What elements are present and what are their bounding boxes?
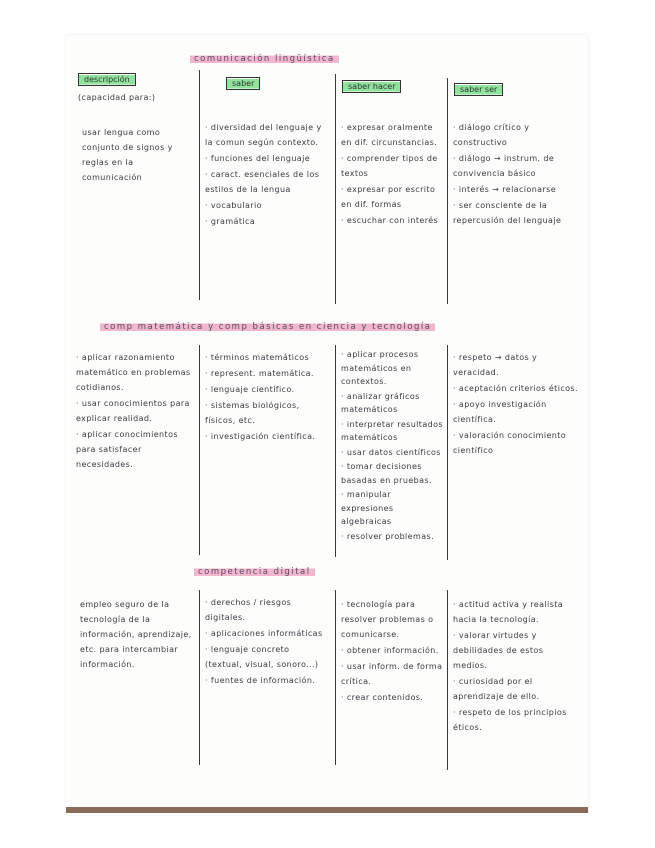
section-title-matematica: comp matemática y comp básicas en ciencia y tecnología	[100, 322, 435, 332]
list-item: · valorar virtudes y debilidades de estos medios.	[453, 631, 544, 670]
header-saber-ser: saber ser	[454, 83, 503, 96]
list-item: · resolver problemas.	[341, 531, 435, 541]
s1-saber-list	[205, 120, 329, 230]
list-item: · usar conocimientos para explicar realidad.	[76, 399, 190, 423]
list-item: · actitud activa y realista hacia la tecnología.	[453, 600, 564, 624]
column-divider	[335, 590, 336, 765]
s2-descripcion-list	[76, 350, 196, 473]
column-divider	[447, 590, 448, 770]
list-item: · ser consciente de la repercusión del lenguaje	[453, 201, 562, 225]
column-divider	[335, 345, 336, 557]
column-divider	[199, 345, 200, 555]
s1-saber-ser-list	[453, 120, 579, 229]
list-item: · manipular expresiones algebraicas	[341, 490, 394, 526]
s2-saber-ser-list	[453, 350, 579, 459]
header-saber: saber	[226, 77, 260, 90]
list-item: · tecnología para resolver problemas o comunicarse.	[341, 600, 434, 639]
list-item: · diversidad del lenguaje y la comun según contexto.	[205, 123, 322, 147]
list-item: · apoyo investigación científica.	[453, 400, 547, 424]
s2-saber-hacer-list	[341, 348, 445, 544]
list-item: · aceptación criterios éticos.	[453, 384, 578, 393]
header-saber-hacer: saber hacer	[342, 80, 401, 93]
column-divider	[199, 70, 200, 300]
list-item: · investigación científica.	[205, 432, 316, 441]
list-item: · usar datos científicos	[341, 447, 441, 457]
list-item: · tomar decisiones basadas en pruebas.	[341, 462, 432, 485]
column-divider	[447, 345, 448, 560]
list-item: · derechos / riesgos digitales.	[205, 598, 292, 622]
column-divider	[199, 590, 200, 765]
list-item: · expresar oralmente en dif. circunstancias.	[341, 123, 438, 147]
list-item: · aplicar razonamiento matemático en problemas cotidianos.	[76, 353, 191, 392]
list-item: · funciones del lenguaje	[205, 154, 311, 163]
list-item: · términos matemáticos	[205, 353, 310, 362]
list-item: · lenguaje concreto (textual, visual, sonoro...)	[205, 645, 319, 669]
list-item: · gramática	[205, 217, 256, 226]
s3-saber-list	[205, 595, 329, 689]
s3-saber-hacer-list	[341, 597, 443, 706]
list-item: · expresar por escrito en dif. formas	[341, 185, 436, 209]
s3-saber-ser-list	[453, 597, 579, 736]
list-item: · lenguaje científico.	[205, 385, 295, 394]
list-item: · escuchar con interés	[341, 216, 439, 225]
list-item: · aplicar conocimientos para satisfacer necesidades.	[76, 430, 178, 469]
list-item: · usar inform. de forma crítica.	[341, 662, 443, 686]
list-item: · diálogo → instrum. de convivencia básico	[453, 154, 555, 178]
list-item: · respeto → datos y veracidad.	[453, 353, 538, 377]
s2-saber-list	[205, 350, 329, 445]
list-item: · comprender tipos de textos	[341, 154, 438, 178]
list-item: · aplicaciones informáticas	[205, 629, 323, 638]
list-item: · caract. esenciales de los estilos de la lengua	[205, 170, 320, 194]
list-item: · crear contenidos.	[341, 693, 424, 702]
s3-descripcion: empleo seguro de la tecnología de la información, aprendizaje, etc. para intercambiar información.	[80, 600, 192, 669]
list-item: · curiosidad por el aprendizaje de ello.	[453, 677, 540, 701]
list-item: · vocabulario	[205, 201, 262, 210]
list-item: · aplicar procesos matemáticos en contextos.	[341, 350, 419, 386]
section-title-comunicacion: comunicación lingüística	[190, 54, 339, 64]
header-descripcion: descripción	[78, 73, 136, 86]
column-divider	[335, 74, 336, 304]
column-divider	[447, 78, 448, 304]
header-descripcion-sub: (capacidad para:)	[78, 93, 156, 102]
page-bottom-edge	[66, 807, 588, 813]
list-item: · represent. matemática.	[205, 369, 314, 378]
list-item: · fuentes de información.	[205, 676, 316, 685]
list-item: · diálogo crítico y constructivo	[453, 123, 530, 147]
s1-saber-hacer-list	[341, 120, 443, 229]
list-item: · respeto de los principios éticos.	[453, 708, 567, 732]
list-item: · interpretar resultados matemáticos	[341, 419, 443, 442]
list-item: · analizar gráficos matemáticos	[341, 391, 420, 414]
s1-descripcion: usar lengua como conjunto de signos y reglas en la comunicación	[82, 128, 173, 182]
list-item: · sistemas biológicos, físicos, etc.	[205, 401, 300, 425]
section-title-digital: competencia digital	[194, 567, 315, 577]
list-item: · valoración conocimiento científico	[453, 431, 567, 455]
list-item: · obtener información.	[341, 646, 439, 655]
list-item: · interés → relacionarse	[453, 185, 557, 194]
